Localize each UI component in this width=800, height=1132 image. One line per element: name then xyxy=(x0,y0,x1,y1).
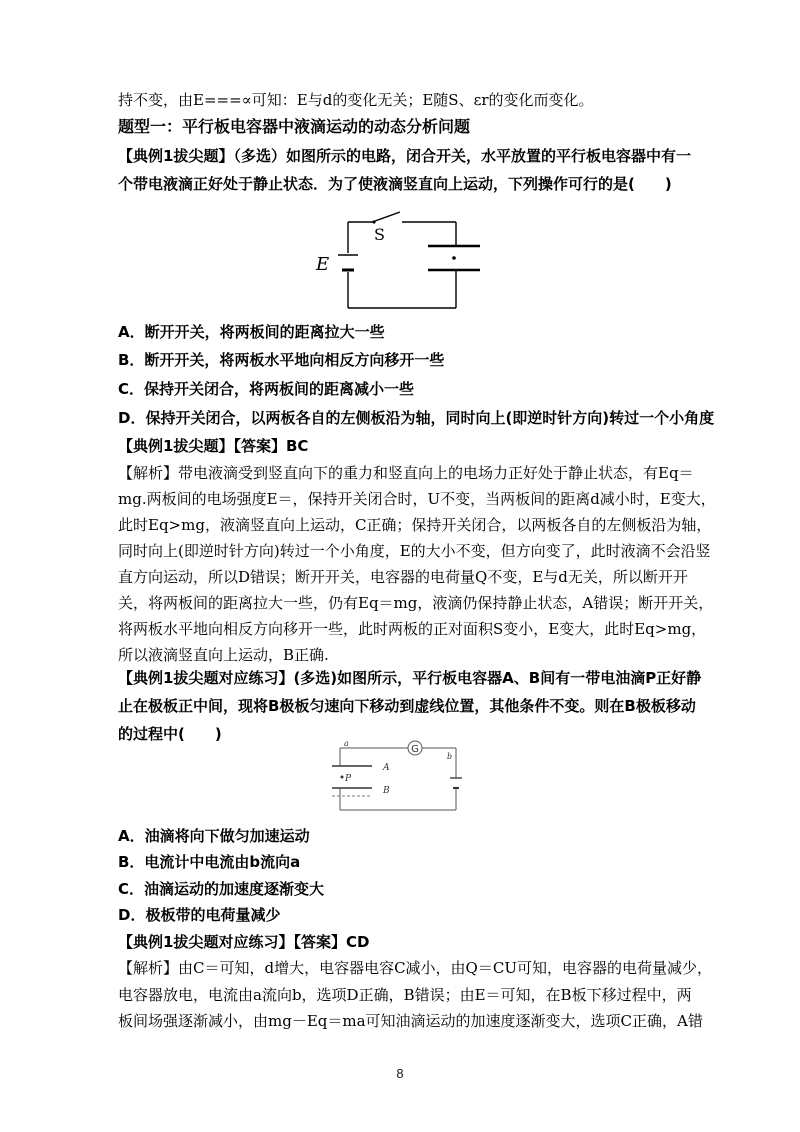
q1-answer: 【典例1拔尖题】【答案】BC xyxy=(118,437,309,455)
q2-option-b: B．电流计中电流由b流向a xyxy=(118,853,301,871)
q2-stem-line: 止在极板正中间，现将B极板匀速向下移动到虚线位置，其他条件不变。则在B极板移动 xyxy=(118,697,696,715)
charged-drop xyxy=(452,256,456,260)
q2-option-d: D．极板带的电荷量减少 xyxy=(118,906,281,924)
q2-circuit-diagram xyxy=(330,738,470,818)
q1-option-d: D．保持开关闭合，以两板各自的左侧板沿为轴，同时向上(即逆时针方向)转过一个小角度 xyxy=(118,409,715,427)
q1-analysis-line: mg.两板间的电场强度E＝，保持开关闭合时，U不变，当两板间的距离d减小时，E变大， xyxy=(118,490,716,508)
q1-stem-line-1: 【典例1拔尖题】（多选）如图所示的电路，闭合开关，水平放置的平行板电容器中有一 xyxy=(118,147,691,165)
galvanometer xyxy=(408,741,422,755)
q1-analysis-line: 【解析】带电液滴受到竖直向下的重力和竖直向上的电场力正好处于静止状态，有Eq＝ xyxy=(118,464,694,482)
capacitor-plates xyxy=(428,246,480,270)
battery-symbol xyxy=(338,255,358,270)
q2-answer: 【典例1拔尖题对应练习】【答案】CD xyxy=(118,933,370,951)
q1-option-c: C．保持开关闭合，将两板间的距离减小一些 xyxy=(118,380,415,398)
q1-analysis-line: 所以液滴竖直向上运动，B正确. xyxy=(118,646,329,664)
galvanometer-label: G xyxy=(411,744,419,755)
q1-analysis-line: 直方向运动，所以D错误；断开开关，电容器的电荷量Q不变，E与d无关，所以断开开 xyxy=(118,568,688,586)
q1-option-a: A．断开开关，将两板间的距离拉大一些 xyxy=(118,323,385,341)
q1-circuit-diagram xyxy=(300,200,500,315)
plate-a-label: A xyxy=(383,763,390,773)
q1-analysis-line: 同时向上(即逆时针方向)转过一个小角度，E的大小不变，但方向变了，此时液滴不会沿竖 xyxy=(118,542,711,560)
q2-option-a: A．油滴将向下做匀加速运动 xyxy=(118,827,310,845)
point-b-label: b xyxy=(447,752,453,761)
page-number: 8 xyxy=(396,1066,404,1081)
emf-label: E xyxy=(316,254,330,275)
section-title: 题型一：平行板电容器中液滴运动的动态分析问题 xyxy=(118,117,471,136)
q2-analysis-line: 板间场强逐渐减小，由mg－Eq＝ma可知油滴运动的加速度逐渐变大，选项C正确，A错 xyxy=(118,1012,703,1030)
drop-label: P xyxy=(345,774,352,784)
switch-label: S xyxy=(374,225,385,244)
switch-pivot xyxy=(372,220,375,223)
q1-option-b: B．断开开关，将两板水平地向相反方向移开一些 xyxy=(118,351,445,369)
q1-analysis-line: 将两板水平地向相反方向移开一些，此时两板的正对面积S变小，E变大，此时Eq>mg， xyxy=(118,620,707,638)
q1-stem-line-2: 个带电液滴正好处于静止状态．为了使液滴竖直向上运动，下列操作可行的是( ) xyxy=(118,175,672,193)
q1-analysis-line: 此时Eq>mg，液滴竖直向上运动，C正确；保持开关闭合，以两板各自的左侧板沿为轴， xyxy=(118,516,712,534)
point-a-label: a xyxy=(344,739,349,748)
q2-analysis-line: 电容器放电，电流由a流向b，选项D正确，B错误；由E＝可知，在B板下移过程中，两 xyxy=(118,986,692,1004)
plate-b-label: B xyxy=(383,786,390,796)
oil-drop xyxy=(341,776,344,779)
q2-stem-line: 【典例1拔尖题对应练习】(多选)如图所示，平行板电容器A、B间有一带电油滴P正好静 xyxy=(118,669,702,687)
q2-analysis-line: 【解析】由C＝可知，d增大，电容器电容C减小，由Q＝CU可知，电容器的电荷量减少， xyxy=(118,959,712,977)
q2-stem-line: 的过程中( ) xyxy=(118,725,222,743)
q2-option-c: C．油滴运动的加速度逐渐变大 xyxy=(118,880,325,898)
q1-analysis-line: 关，将两板间的距离拉大一些，仍有Eq＝mg，液滴仍保持静止状态，A错误；断开开关， xyxy=(118,594,714,612)
intro-line: 持不变，由E===∝可知：E与d的变化无关；E随S、εr的变化而变化。 xyxy=(118,91,594,109)
